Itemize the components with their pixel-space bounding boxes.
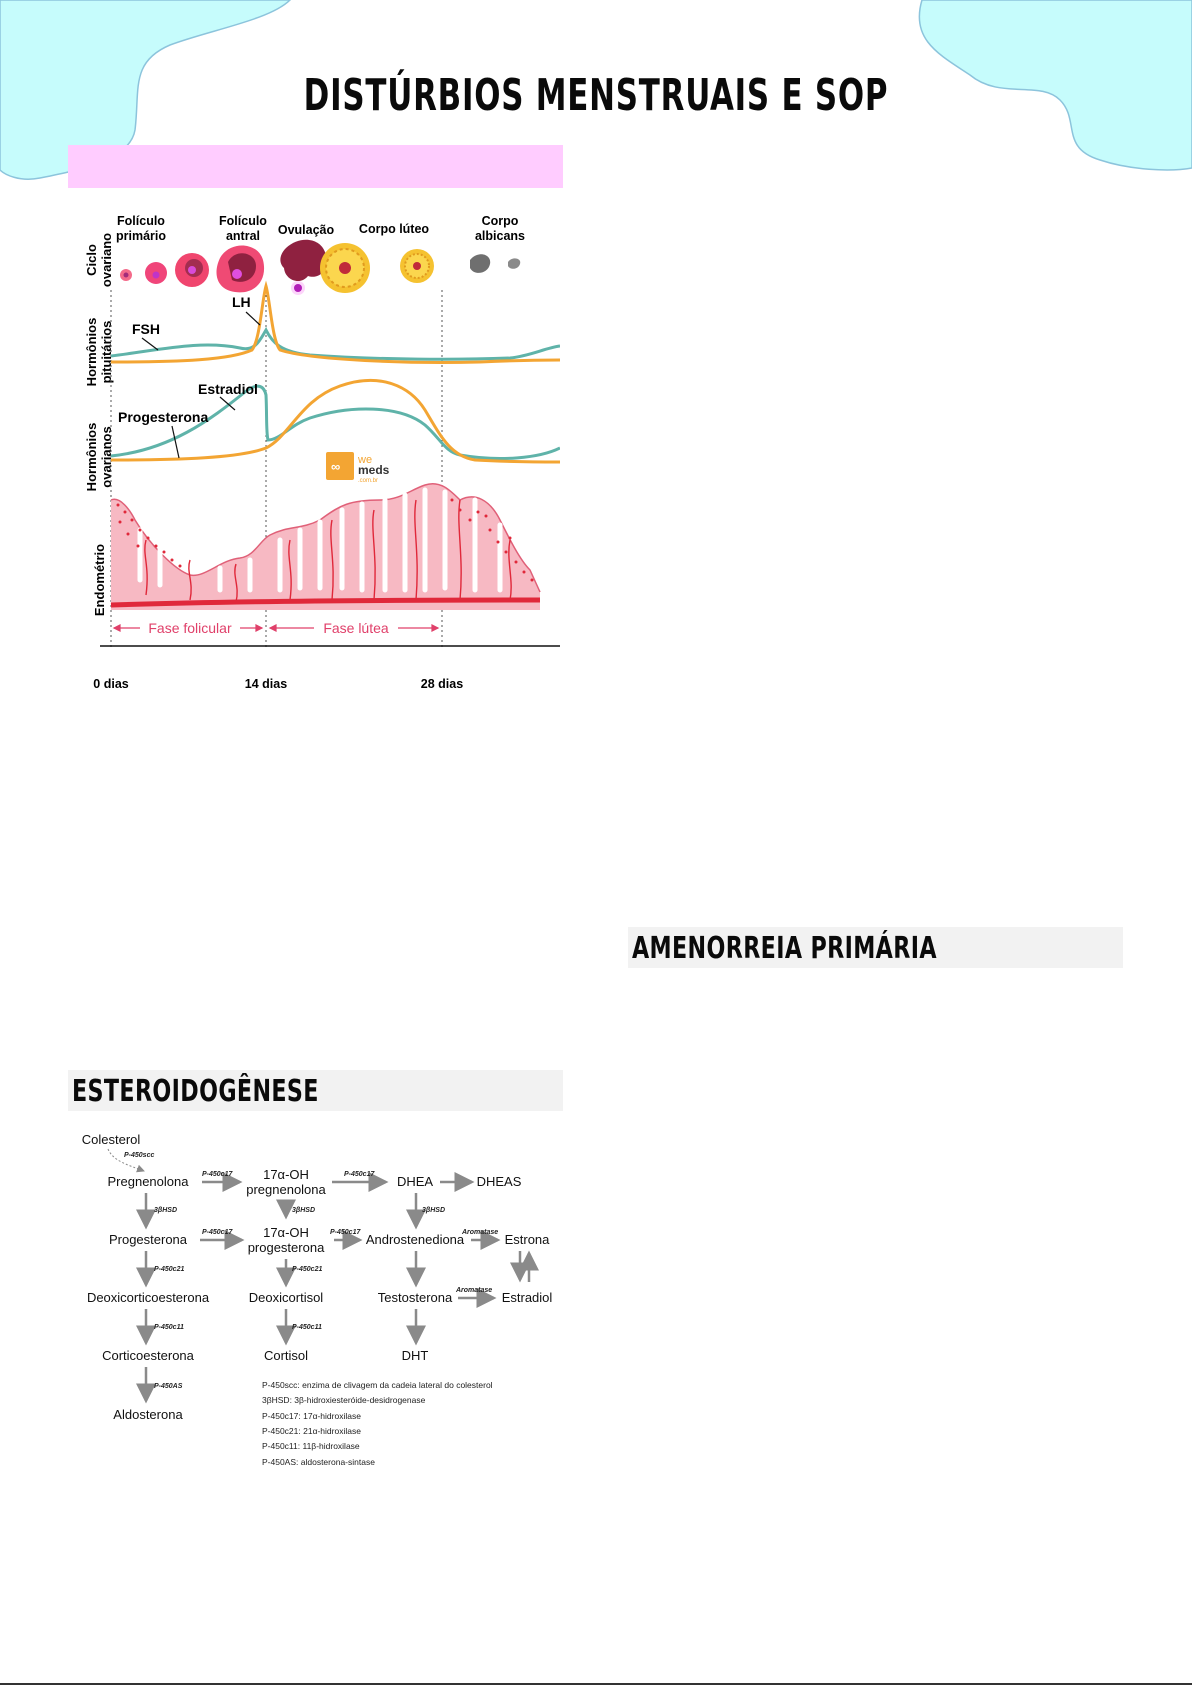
label-progesterona: Progesterona (118, 409, 209, 425)
enzyme-aromatase-1: Aromatase (462, 1229, 499, 1236)
enzyme-p450c17-3: P-450c17 (202, 1229, 233, 1236)
enzyme-3bhsd-2: 3βHSD (292, 1207, 316, 1214)
lh-curve (111, 286, 560, 363)
wemeds-logo (326, 452, 390, 484)
stage-corpo-luteo: Corpo lúteo (358, 222, 430, 236)
label-28-dias: 28 dias (420, 677, 464, 691)
page-title: DISTÚRBIOS MENSTRUAIS E SOP (303, 70, 889, 121)
enzyme-p450as: P-450AS (154, 1383, 183, 1390)
row-label-ovarianos: Hormôniosovarianos (84, 422, 114, 492)
label-estradiol: Estradiol (198, 381, 258, 397)
enzyme-p450c17-1: P-450c17 (202, 1171, 233, 1178)
stage-corpo-albicans: Corpo albicans (474, 214, 526, 243)
section-esteroidogenese (68, 1070, 563, 1111)
svg-text:.com.br: .com.br (358, 478, 379, 484)
node-deoxicortisol: Deoxicortisol (248, 1290, 324, 1305)
enzyme-3bhsd-3: 3βHSD (422, 1207, 446, 1214)
enzyme-aromatase-2: Aromatase (456, 1287, 493, 1294)
section-amenorreia (628, 927, 1123, 968)
node-dheas: DHEAS (476, 1174, 522, 1189)
enzyme-p450c21-1: P-450c21 (154, 1266, 185, 1273)
node-androstenediona: Androstenediona (365, 1232, 465, 1247)
label-fsh: FSH (132, 321, 160, 337)
row-label-ciclo: Cicloovariano (84, 232, 114, 288)
node-progesterona: Progesterona (108, 1232, 188, 1247)
label-lh: LH (232, 294, 251, 310)
enzyme-p450c17-4: P-450c17 (330, 1229, 361, 1236)
node-dhea: DHEA (396, 1174, 434, 1189)
fsh-curve (111, 330, 560, 359)
node-aldosterona: Aldosterona (113, 1407, 183, 1422)
node-cortisol: Cortisol (263, 1348, 309, 1363)
enzyme-3bhsd-1: 3βHSD (154, 1207, 178, 1214)
pink-header-bar (68, 145, 563, 188)
follicle-illustrations (120, 240, 520, 295)
menstrual-cycle-diagram (80, 200, 560, 700)
steroidogenesis-diagram (68, 1125, 568, 1475)
node-testosterona: Testosterona (377, 1290, 453, 1305)
enzyme-p450c11-1: P-450c11 (154, 1324, 184, 1331)
node-17oh-pregnenolona: 17α-OH pregnenolona (246, 1167, 326, 1197)
node-deoxicorticoesterona: Deoxicorticoesterona (86, 1290, 210, 1305)
enzyme-p450c17-2: P-450c17 (344, 1171, 375, 1178)
stage-foliculo-primario: Folículo primário (115, 214, 167, 243)
node-colesterol: Colesterol (81, 1132, 141, 1147)
node-corticoesterona: Corticoesterona (102, 1348, 194, 1363)
node-estradiol: Estradiol (501, 1290, 553, 1305)
section-esteroidogenese-title: ESTEROIDOGÊNESE (72, 1074, 319, 1109)
legend-line-3: P-450c17: 17α-hidroxilase (262, 1411, 361, 1421)
enzyme-p450c11-2: P-450c11 (292, 1324, 322, 1331)
row-label-endometrio: Endométrio (92, 543, 107, 617)
row-label-pituitarios: Hormôniospituitários (84, 317, 114, 387)
endometrium-illustration (111, 484, 540, 610)
section-amenorreia-title: AMENORREIA PRIMÁRIA (632, 931, 937, 966)
label-fase-folicular: Fase folicular (148, 620, 232, 636)
legend-line-1: P-450scc: enzima de clivagem da cadeia lateral do colesterol (262, 1380, 493, 1390)
svg-text:∞: ∞ (331, 459, 341, 474)
node-17oh-progesterona: 17α-OH progesterona (247, 1225, 325, 1255)
legend-line-5: P-450c11: 11β-hidroxilase (262, 1441, 360, 1451)
svg-text:we: we (358, 454, 373, 466)
legend-line-2: 3βHSD: 3β-hidroxiesteróide-desidrogenase (262, 1395, 426, 1405)
stage-foliculo-antral: Folículo antral (219, 214, 267, 243)
svg-text:meds: meds (358, 463, 390, 477)
legend-line-6: P-450AS: aldosterona-sintase (262, 1457, 375, 1467)
node-estrona: Estrona (504, 1232, 550, 1247)
label-fase-lutea: Fase lútea (323, 620, 389, 636)
enzyme-p450c21-2: P-450c21 (292, 1266, 323, 1273)
label-0-dias: 0 dias (93, 677, 129, 691)
enzyme-p450scc: P-450scc (124, 1152, 155, 1159)
node-dht: DHT (401, 1348, 429, 1363)
legend-line-4: P-450c21: 21α-hidroxilase (262, 1426, 361, 1436)
label-14-dias: 14 dias (244, 677, 288, 691)
node-pregnenolona: Pregnenolona (107, 1174, 189, 1189)
stage-ovulacao: Ovulação (277, 223, 335, 237)
